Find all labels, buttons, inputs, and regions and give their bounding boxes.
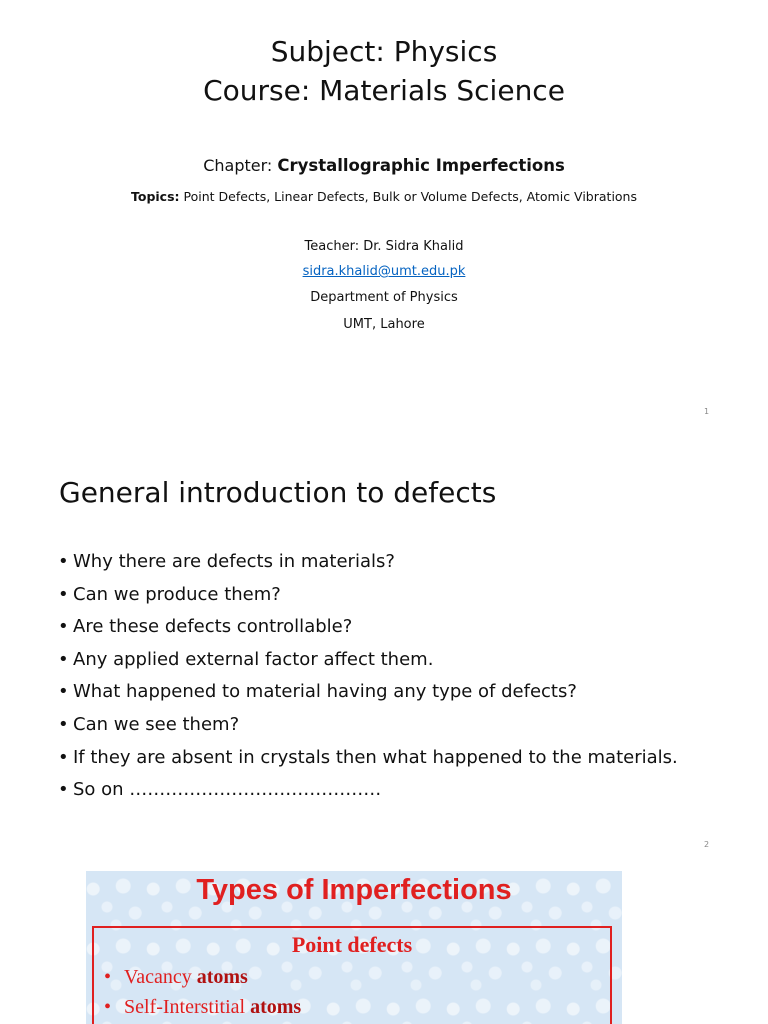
topics-text: Point Defects, Linear Defects, Bulk or Volume Defects, Atomic Vibrations [179,189,637,204]
slide-1 [0,0,768,430]
list-item-text: Why there are defects in materials? [73,551,395,572]
list-item-text: Can we produce them? [73,583,281,605]
university: UMT, Lahore [343,317,425,332]
bullet: • [58,616,69,638]
bullet: • [58,551,69,572]
point-defects-heading: Point defects [291,932,413,957]
list-item-text: If they are absent in crystals then what happened to the materials. [73,746,678,768]
department: Department of Physics [310,290,458,305]
list-item [58,611,738,644]
list-item-text: Can we see them? [73,713,240,735]
list-item-bold: atoms [250,996,302,1018]
list-item [58,546,738,579]
list-item [58,774,738,807]
course-title: Course: Materials Science [203,74,565,107]
point-defects-list [104,962,301,1022]
list-item-text: So on …………………………………… [73,779,382,801]
bullet: • [58,713,69,735]
slide-3-imperfections-image [86,871,622,1024]
list-item [104,962,301,992]
teacher-email-link[interactable]: sidra.khalid@umt.edu.pk [302,264,466,279]
chapter-label: Chapter: [203,156,278,175]
page-number-2: 2 [704,840,710,849]
page-number-1: 1 [704,407,710,416]
chapter-line [0,155,768,177]
bullet: • [104,966,112,988]
subject-title: Subject: Physics [270,35,498,68]
intro-title: General introduction to defects [59,476,497,509]
list-item-text: Are these defects controllable? [73,616,353,638]
topics-label: Topics: [131,189,180,204]
list-item [58,579,738,612]
bullet: • [58,648,69,670]
list-item [58,644,738,677]
bullet: • [58,583,69,605]
bullet: • [58,681,69,703]
intro-question-list [58,546,738,807]
list-item [58,676,738,709]
list-item [58,709,738,742]
teacher-name: Teacher: Dr. Sidra Khalid [304,239,464,254]
list-item [104,992,301,1022]
imperfections-title: Types of Imperfections [196,874,512,906]
list-item-text: Vacancy [124,966,197,988]
list-item [58,742,738,775]
chapter-name: Crystallographic Imperfections [277,156,565,175]
list-item-bold: atoms [196,966,248,988]
point-defects-box [92,926,612,1024]
bullet: • [58,779,69,801]
topics-line [0,188,768,206]
list-item-text: Any applied external factor affect them. [73,648,434,670]
bullet: • [58,746,69,768]
list-item-text: What happened to material having any type of defects? [73,681,577,703]
list-item-text: Self-Interstitial [124,996,251,1018]
bullet: • [104,996,112,1018]
